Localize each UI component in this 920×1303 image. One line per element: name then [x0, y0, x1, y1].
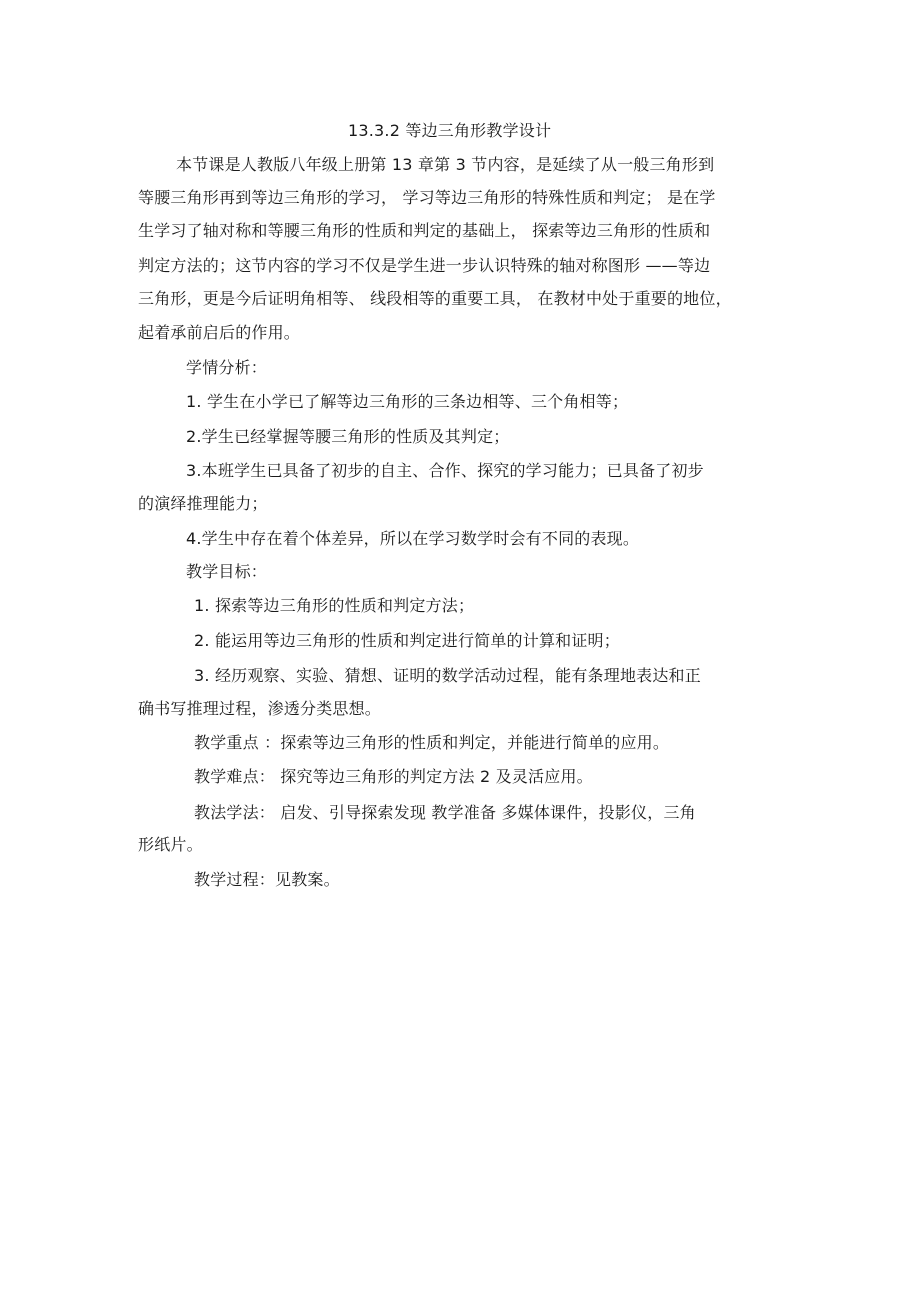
analysis-item-4: 4.学生中存在着个体差异，所以在学习数学时会有不同的表现。 [186, 529, 640, 548]
intro-line-5: 三角形，更是今后证明角相等、 线段相等的重要工具， 在教材中处于重要的地位， [138, 289, 732, 308]
analysis-item-3-cont: 的演绎推理能力； [138, 494, 268, 513]
analysis-item-1: 1. 学生在小学已了解等边三角形的三条边相等、三个角相等； [186, 392, 629, 411]
intro-line-2: 等腰三角形再到等边三角形的学习， 学习等边三角形的特殊性质和判定； 是在学 [138, 188, 716, 207]
key-point: 教学重点 ：探索等边三角形的性质和判定，并能进行简单的应用。 [194, 733, 670, 752]
process: 教学过程：见教案。 [194, 870, 340, 889]
methods-line-1: 教法学法： 启发、引导探索发现 教学准备 多媒体课件，投影仪，三角 [194, 803, 696, 822]
intro-line-4: 判定方法的；这节内容的学习不仅是学生进一步认识特殊的轴对称图形 ——等边 [138, 256, 711, 275]
intro-line-6: 起着承前启后的作用。 [138, 323, 301, 342]
goal-item-1: 1. 探索等边三角形的性质和判定方法； [194, 596, 475, 615]
goal-item-2: 2. 能运用等边三角形的性质和判定进行简单的计算和证明； [194, 631, 620, 650]
analysis-heading: 学情分析： [186, 358, 268, 377]
goals-heading: 教学目标： [186, 562, 268, 581]
intro-line-1: 本节课是人教版八年级上册第 13 章第 3 节内容，是延续了从一般三角形到 [176, 155, 715, 174]
document-title: 13.3.2 等边三角形教学设计 [348, 121, 552, 140]
goal-item-3-cont: 确书写推理过程，渗透分类思想。 [138, 699, 382, 718]
difficulty: 教学难点： 探究等边三角形的判定方法 2 及灵活应用。 [194, 767, 593, 786]
methods-line-2: 形纸片。 [138, 835, 203, 854]
analysis-item-2: 2.学生已经掌握等腰三角形的性质及其判定； [186, 427, 510, 446]
goal-item-3: 3. 经历观察、实验、猜想、证明的数学活动过程，能有条理地表达和正 [194, 666, 701, 685]
intro-line-3: 生学习了轴对称和等腰三角形的性质和判定的基础上， 探索等边三角形的性质和 [138, 221, 711, 240]
analysis-item-3: 3.本班学生已具备了初步的自主、合作、探究的学习能力；已具备了初步 [186, 461, 704, 480]
